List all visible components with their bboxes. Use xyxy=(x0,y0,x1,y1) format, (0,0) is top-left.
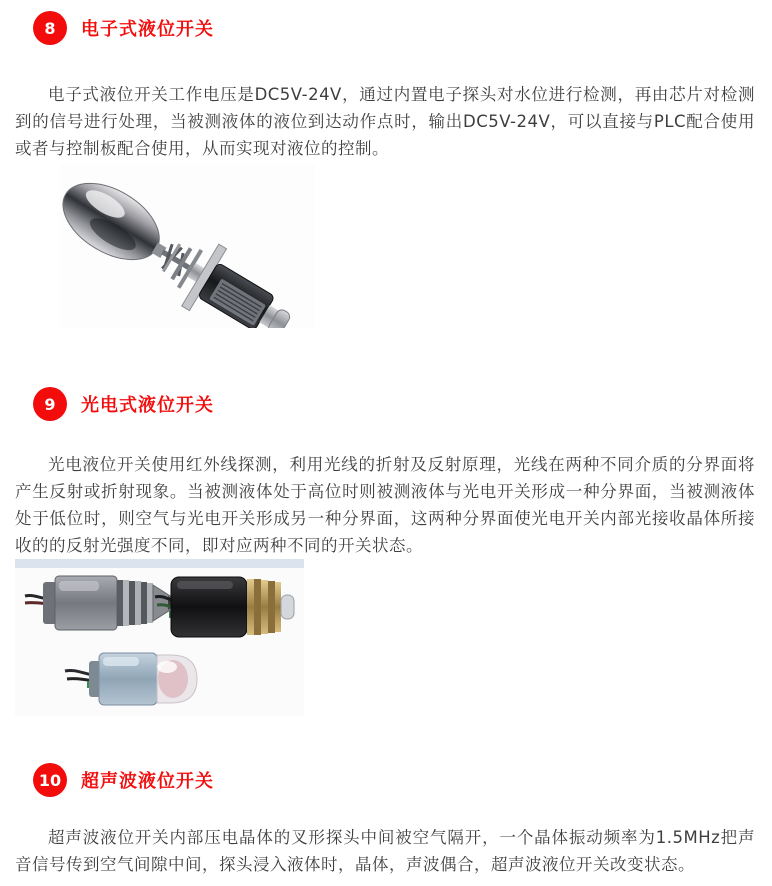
article-page xyxy=(0,11,772,886)
section-number-badge xyxy=(33,11,67,45)
section-paragraph: 光电液位开关使用红外线探测，利用光线的折射及反射原理，光线在两种不同介质的分界面将产生反射或折射现象。当被测液体处于高位时则被测液体与光电开关形成一种分界面，当被测液体处于低位时，则空气与光电开关形成另一种分界面，这两种分界面使光电开关内部光接收晶体所接收的的反射光强度不同，即对应两种不同的开关状态。 xyxy=(15,455,755,555)
section-number: 10 xyxy=(38,770,62,790)
section-header-electronic xyxy=(33,11,772,45)
section-number-badge xyxy=(33,387,67,421)
photoelectric-level-sensors-photo xyxy=(15,559,772,720)
section-number: 9 xyxy=(44,394,56,414)
section-paragraph: 超声波液位开关内部压电晶体的叉形探头中间被空气隔开，一个晶体振动频率为1.5MHz把声音信号传到空气间隙中间，探头浸入液体时，晶体，声波偶合，超声波液位开关改变状态。 xyxy=(15,828,755,874)
float-switch-illustration xyxy=(60,165,315,328)
section-title: 超声波液位开关 xyxy=(81,771,214,792)
section-title: 电子式液位开关 xyxy=(81,19,214,40)
stainless-float-level-switch-photo xyxy=(60,165,772,332)
section-title: 光电式液位开关 xyxy=(81,395,214,416)
photoelectric-sensors-illustration xyxy=(15,559,304,716)
section-header-ultrasonic xyxy=(33,763,772,797)
black-brass-sensor xyxy=(155,577,294,637)
section-paragraph: 电子式液位开关工作电压是DC5V-24V，通过内置电子探头对水位进行检测，再由芯片对检测到的信号进行处理，当被测液体的液位到达动作点时，输出DC5V-24V，可以直接与PLC配合使用或者与控制板配合使用，从而实现对液位的控制。 xyxy=(15,85,755,158)
section-number-badge xyxy=(33,763,67,797)
section-number: 8 xyxy=(44,18,56,38)
section-header-photoelectric xyxy=(33,387,772,421)
